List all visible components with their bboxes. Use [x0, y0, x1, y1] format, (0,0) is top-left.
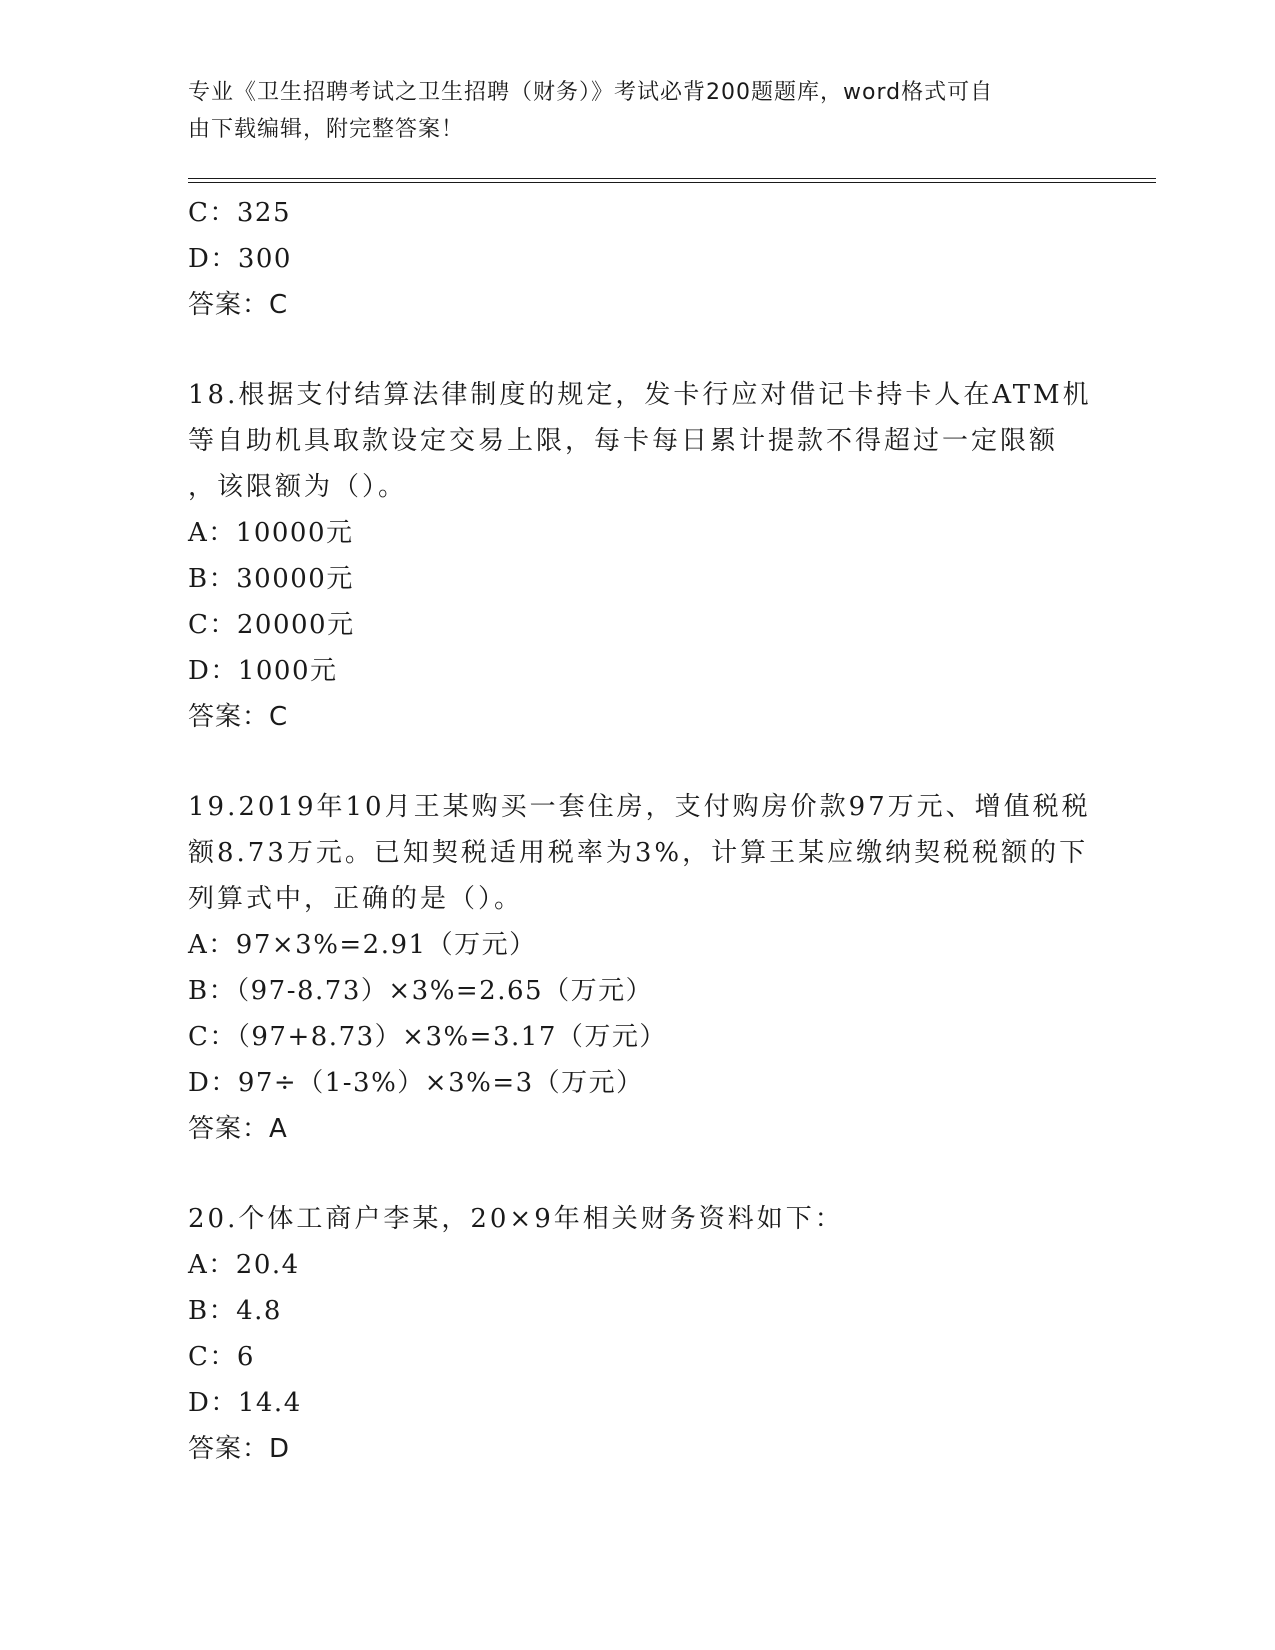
question-18	[188, 372, 1092, 740]
option-d: D：300	[188, 244, 292, 274]
question-stem	[188, 372, 1092, 510]
answer: 答案：C	[188, 702, 289, 732]
stem-line: 列算式中，正确的是（）。	[188, 884, 524, 914]
header-line-1: 专业《卫生招聘考试之卫生招聘（财务）》考试必背200题题库，word格式可自	[188, 80, 994, 105]
option-a: A：97×3%=2.91（万元）	[188, 930, 537, 960]
answer: 答案：D	[188, 1434, 291, 1464]
stem-line: ，该限额为（）。	[188, 472, 408, 502]
question-19	[188, 784, 1091, 1152]
stem-line: 20.个体工商户李某，20×9年相关财务资料如下：	[188, 1204, 844, 1234]
stem-line: 18.根据支付结算法律制度的规定，发卡行应对借记卡持卡人在ATM机	[188, 380, 1092, 410]
option-c: C：6	[188, 1342, 255, 1372]
option-c: C：20000元	[188, 610, 355, 640]
answer: 答案：C	[188, 290, 289, 320]
question-20	[188, 1196, 1088, 1472]
option-c: C：325	[188, 198, 292, 228]
option-b: B：30000元	[188, 564, 354, 594]
page-header	[188, 74, 1068, 148]
option-d: D：1000元	[188, 656, 338, 686]
option-a: A：10000元	[188, 518, 354, 548]
option-d: D：97÷（1-3%）×3%=3（万元）	[188, 1068, 644, 1098]
option-d: D：14.4	[188, 1388, 302, 1418]
header-divider	[188, 178, 1156, 183]
question-stem	[188, 784, 1091, 922]
document-body	[188, 190, 1092, 1472]
header-line-2: 由下载编辑，附完整答案！	[188, 117, 465, 142]
question-17-tail	[188, 190, 1088, 328]
stem-line: 19.2019年10月王某购买一套住房，支付购房价款97万元、增值税税	[188, 792, 1091, 822]
option-b: B：（97-8.73）×3%=2.65（万元）	[188, 976, 654, 1006]
stem-line: 额8.73万元。已知契税适用税率为3%，计算王某应缴纳契税税额的下	[188, 838, 1089, 868]
answer: 答案：A	[188, 1114, 288, 1144]
stem-line: 等自助机具取款设定交易上限，每卡每日累计提款不得超过一定限额	[188, 426, 1059, 456]
question-stem	[188, 1196, 1088, 1242]
option-a: A：20.4	[188, 1250, 300, 1280]
option-b: B：4.8	[188, 1296, 282, 1326]
option-c: C：（97+8.73）×3%=3.17（万元）	[188, 1022, 667, 1052]
